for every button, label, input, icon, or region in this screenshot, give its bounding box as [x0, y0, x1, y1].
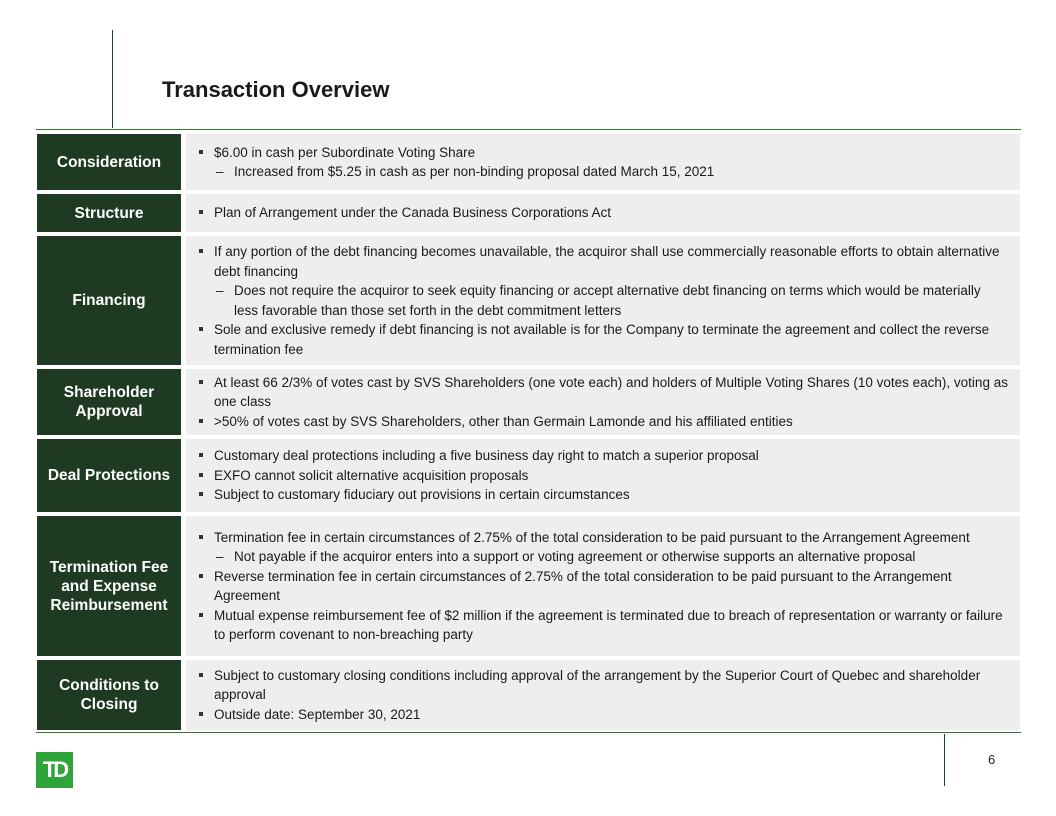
row-termination-fee	[37, 516, 1020, 656]
bullet-item: Subject to customary fiduciary out provisions in certain circumstances	[198, 485, 1008, 505]
row-content	[186, 236, 1020, 365]
row-conditions-to-closing	[37, 660, 1020, 730]
bullet-item: If any portion of the debt financing becomes unavailable, the acquiror shall use commercially reasonable efforts to obtain alternative debt financing	[198, 242, 1008, 281]
table-top-rule	[36, 129, 1021, 130]
row-label: Deal Protections	[37, 439, 181, 512]
row-deal-protections	[37, 439, 1020, 512]
bullet-item: At least 66 2/3% of votes cast by SVS Shareholders (one vote each) and holders of Multiple Voting Shares (10 votes each), voting as one class	[198, 373, 1008, 412]
sub-bullet-item: – Does not require the acquiror to seek equity financing or accept alternative debt financing on terms which would be materially less favorable than those set forth in the debt commitment letters	[198, 281, 1008, 320]
td-logo: TD	[36, 752, 73, 788]
row-label: Structure	[37, 194, 181, 232]
bullet-item: Subject to customary closing conditions including approval of the arrangement by the Superior Court of Quebec and shareholder approval	[198, 666, 1008, 705]
bullet-item: Termination fee in certain circumstances of 2.75% of the total consideration to be paid pursuant to the Arrangement Agreement	[198, 528, 1008, 548]
page-title: Transaction Overview	[162, 77, 390, 102]
row-content	[186, 134, 1020, 190]
row-consideration	[37, 134, 1020, 190]
row-content	[186, 516, 1020, 656]
table-bottom-rule	[36, 732, 1021, 733]
bullet-item: Mutual expense reimbursement fee of $2 million if the agreement is terminated due to breach of representation or warranty or failure to perform covenant to non-breaching party	[198, 606, 1008, 645]
row-label: Conditions to Closing	[37, 660, 181, 730]
bullet-item: Reverse termination fee in certain circumstances of 2.75% of the total consideration to be paid pursuant to the Arrangement Agreement	[198, 567, 1008, 606]
bullet-item: Plan of Arrangement under the Canada Business Corporations Act	[198, 203, 1008, 223]
row-structure	[37, 194, 1020, 232]
row-shareholder-approval	[37, 369, 1020, 435]
bullet-item: Customary deal protections including a five business day right to match a superior proposal	[198, 446, 1008, 466]
bullet-item: Outside date: September 30, 2021	[198, 705, 1008, 725]
sub-bullet-item: – Increased from $5.25 in cash as per non-binding proposal dated March 15, 2021	[198, 162, 1008, 182]
bullet-item: Sole and exclusive remedy if debt financing is not available is for the Company to terminate the agreement and collect the reverse termination fee	[198, 320, 1008, 359]
row-financing	[37, 236, 1020, 365]
row-content	[186, 439, 1020, 512]
bullet-item: EXFO cannot solicit alternative acquisition proposals	[198, 466, 1008, 486]
page-number: 6	[988, 752, 996, 767]
footer-divider-line	[944, 734, 945, 786]
row-content	[186, 194, 1020, 232]
row-label: Termination Fee and Expense Reimbursement	[37, 516, 181, 656]
bullet-item: $6.00 in cash per Subordinate Voting Share	[198, 143, 1008, 163]
row-content	[186, 369, 1020, 435]
row-label: Financing	[37, 236, 181, 365]
row-content	[186, 660, 1020, 730]
header-divider-line	[112, 30, 113, 128]
row-label: Shareholder Approval	[37, 369, 181, 435]
row-label: Consideration	[37, 134, 181, 190]
sub-bullet-item: – Not payable if the acquiror enters into a support or voting agreement or otherwise supports an alternative proposal	[198, 547, 1008, 567]
bullet-item: >50% of votes cast by SVS Shareholders, other than Germain Lamonde and his affiliated entities	[198, 412, 1008, 432]
